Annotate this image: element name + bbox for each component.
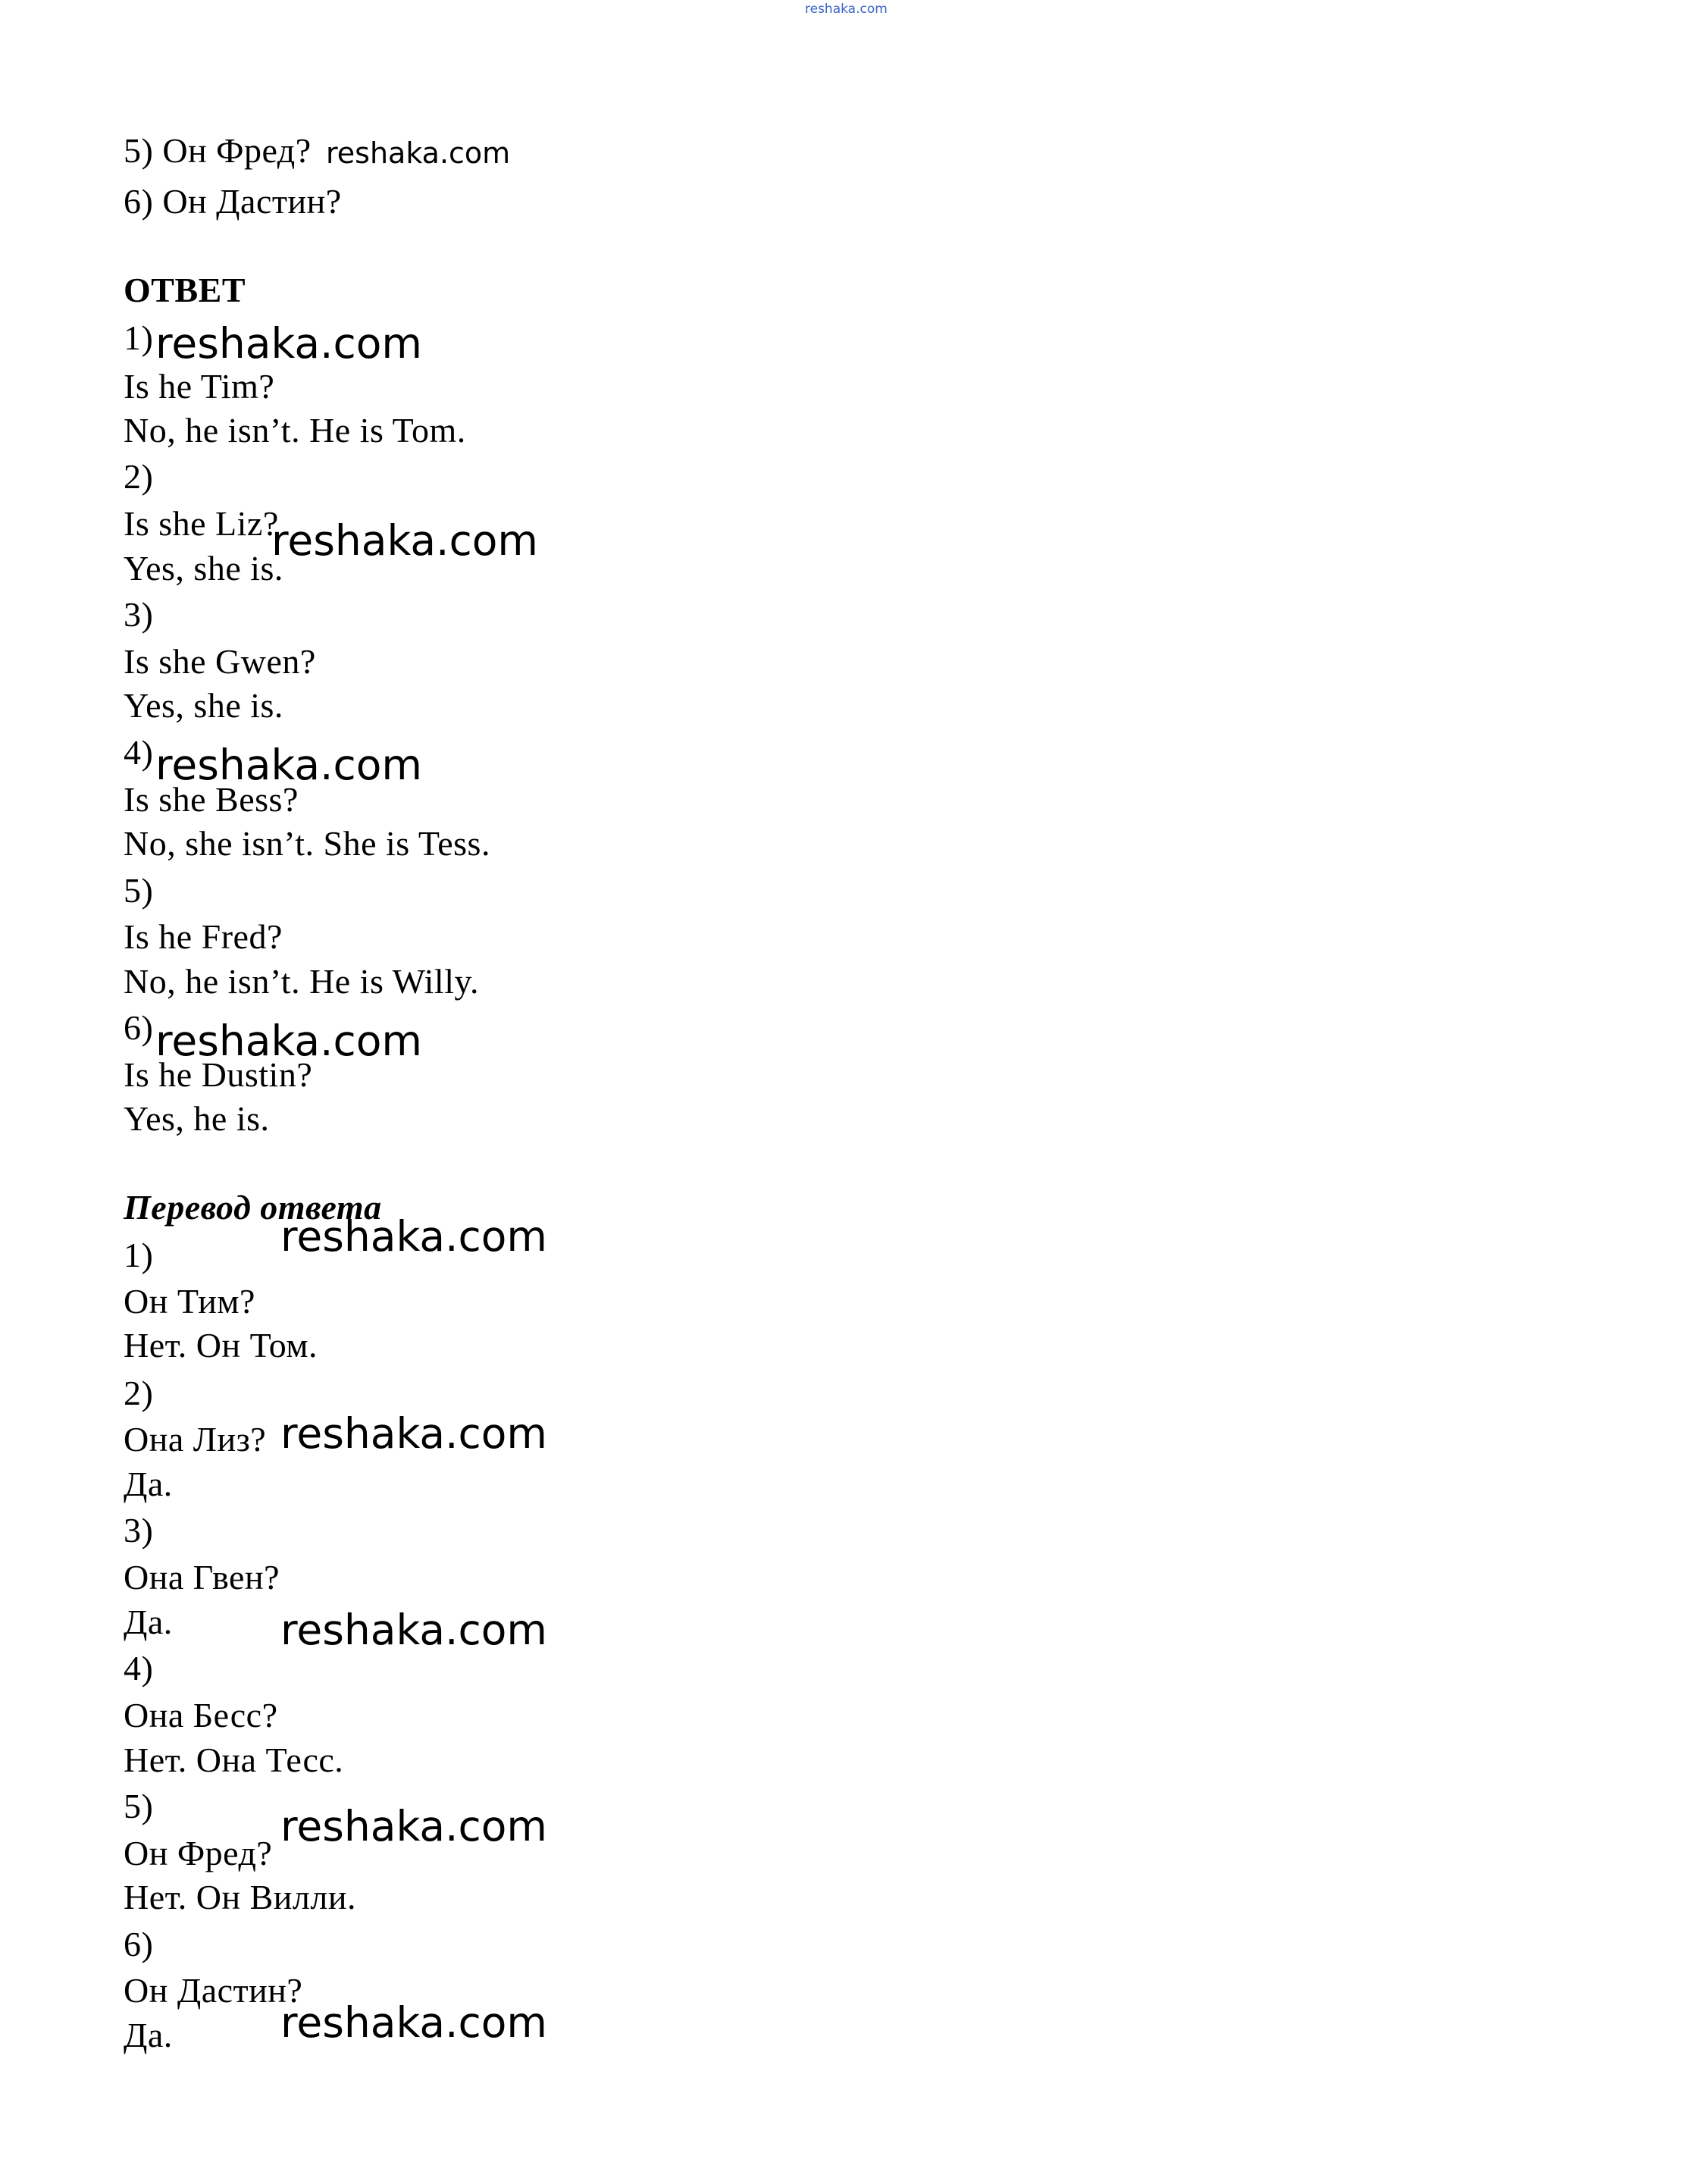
translation-question: Она Лиз? xyxy=(124,1420,267,1459)
watermark: reshaka.com xyxy=(280,1409,547,1458)
answer-question: Is she Bess? xyxy=(124,780,299,819)
translation-reply: Да. xyxy=(124,1465,173,1503)
top-watermark: reshaka.com xyxy=(805,2,888,17)
watermark: reshaka.com xyxy=(280,1998,547,2047)
watermark: reshaka.com xyxy=(155,741,422,789)
translation-number: 2) xyxy=(124,1374,154,1412)
answer-reply: No, she isn’t. She is Tess. xyxy=(124,824,490,863)
answer-question: Is she Liz? xyxy=(124,504,279,543)
translation-question: Он Тим? xyxy=(124,1282,255,1321)
translation-question: Она Бесс? xyxy=(124,1696,278,1734)
answer-reply: No, he isn’t. He is Willy. xyxy=(124,962,480,1001)
answer-number: 5) xyxy=(124,871,154,910)
translation-number: 6) xyxy=(124,1925,154,1963)
watermark: reshaka.com xyxy=(280,1212,547,1261)
watermark: reshaka.com xyxy=(155,1017,422,1065)
watermark: reshaka.com xyxy=(326,136,511,170)
translation-heading: Перевод ответа xyxy=(124,1188,382,1227)
answer-question: Is he Fred? xyxy=(124,917,283,956)
answer-heading: ОТВЕТ xyxy=(124,271,246,309)
answer-question: Is she Gwen? xyxy=(124,642,316,681)
translation-reply: Да. xyxy=(124,1603,173,1641)
watermark: reshaka.com xyxy=(280,1606,547,1654)
answer-number: 6) xyxy=(124,1008,154,1047)
watermark: reshaka.com xyxy=(280,1802,547,1850)
watermark: reshaka.com xyxy=(155,319,422,368)
answer-reply: No, he isn’t. He is Tom. xyxy=(124,411,466,450)
answer-number: 3) xyxy=(124,595,154,634)
answer-reply: Yes, she is. xyxy=(124,549,283,588)
answer-reply: Yes, he is. xyxy=(124,1099,270,1138)
translation-reply: Нет. Он Вилли. xyxy=(124,1878,356,1916)
translation-question: Он Дастин? xyxy=(124,1971,303,2010)
translation-number: 3) xyxy=(124,1511,154,1549)
translation-reply: Да. xyxy=(124,2016,173,2054)
translation-question: Она Гвен? xyxy=(124,1558,280,1596)
translation-number: 5) xyxy=(124,1787,154,1825)
answer-reply: Yes, she is. xyxy=(124,686,283,725)
answer-number: 4) xyxy=(124,733,154,772)
translation-number: 1) xyxy=(124,1236,154,1274)
answer-number: 1) xyxy=(124,318,154,357)
translation-number: 4) xyxy=(124,1649,154,1687)
intro-line-6: 6) Он Дастин? xyxy=(124,182,342,221)
answer-question: Is he Dustin? xyxy=(124,1055,313,1094)
translation-reply: Нет. Она Тесс. xyxy=(124,1741,344,1779)
answer-question: Is he Tim? xyxy=(124,367,275,406)
answer-number: 2) xyxy=(124,457,154,496)
watermark: reshaka.com xyxy=(271,516,538,565)
intro-line-5: 5) Он Фред? xyxy=(124,131,312,170)
translation-question: Он Фред? xyxy=(124,1834,273,1872)
translation-reply: Нет. Он Том. xyxy=(124,1326,318,1365)
